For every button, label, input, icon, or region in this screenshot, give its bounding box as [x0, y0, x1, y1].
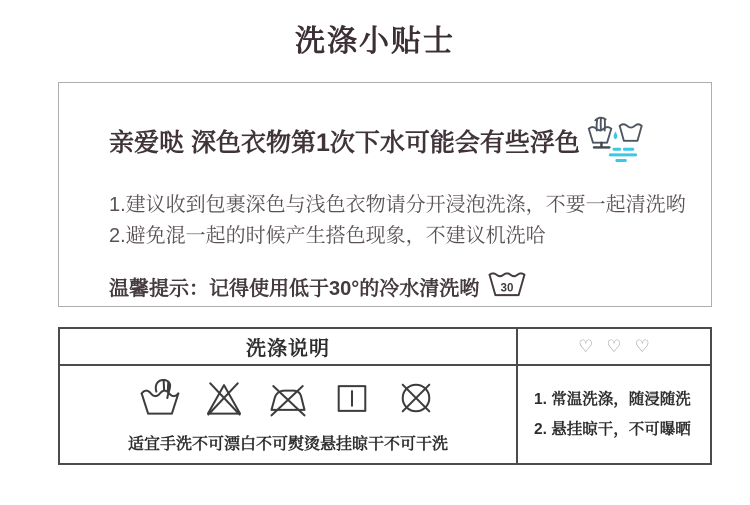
notice-point-1: 1.建议收到包裹深色与浅色衣物请分开浸泡洗涤，不要一起清洗哟 [109, 193, 686, 216]
symbol-no-dryclean [384, 376, 448, 454]
symbol-hang-dry [320, 376, 384, 454]
no-dryclean-icon [393, 376, 439, 420]
handwash-rinse-icon [586, 113, 644, 174]
symbol-label: 不可漂白 [191, 435, 256, 453]
care-table-title: 洗涤说明 [60, 329, 518, 366]
tip-text: 温馨提示：记得使用低于30°的冷水清洗哟 [109, 277, 480, 300]
no-bleach-icon [201, 376, 247, 420]
hang-dry-icon [329, 376, 375, 420]
symbol-no-iron [256, 376, 320, 454]
no-iron-icon [265, 376, 311, 420]
care-note-1: 1. 常温洗涤，随浸随洗 [534, 390, 691, 408]
hand-wash-icon [137, 376, 183, 420]
wash-temp-label: 30 [500, 280, 514, 294]
symbol-no-bleach [192, 376, 256, 454]
heart-icon: ♡ [578, 337, 594, 356]
care-symbols-row [60, 366, 518, 463]
symbol-label: 不可干洗 [384, 435, 449, 453]
care-table [58, 327, 712, 465]
hearts-row [518, 329, 710, 366]
heart-icon: ♡ [606, 337, 622, 356]
care-notes [518, 366, 710, 463]
notice-box [58, 82, 712, 307]
care-note-2: 2. 悬挂晾干，不可曝晒 [534, 420, 691, 438]
notice-points [109, 190, 691, 252]
notice-heading [109, 113, 691, 174]
symbol-label: 适宜手洗 [127, 435, 192, 453]
symbol-label: 不可熨烫 [255, 435, 320, 453]
notice-heading-text: 亲爱哒 深色衣物第1次下水可能会有些浮色 [109, 129, 580, 157]
heart-icon: ♡ [634, 337, 650, 356]
notice-point-2: 2.避免混一起的时候产生搭色现象，不建议机洗哈 [109, 224, 546, 247]
wash-30-degree-icon [487, 268, 527, 305]
symbol-hand-wash [128, 376, 192, 454]
tip-row [109, 268, 691, 305]
page-title: 洗涤小贴士 [295, 25, 455, 58]
symbol-label: 悬挂晾干 [320, 435, 385, 453]
